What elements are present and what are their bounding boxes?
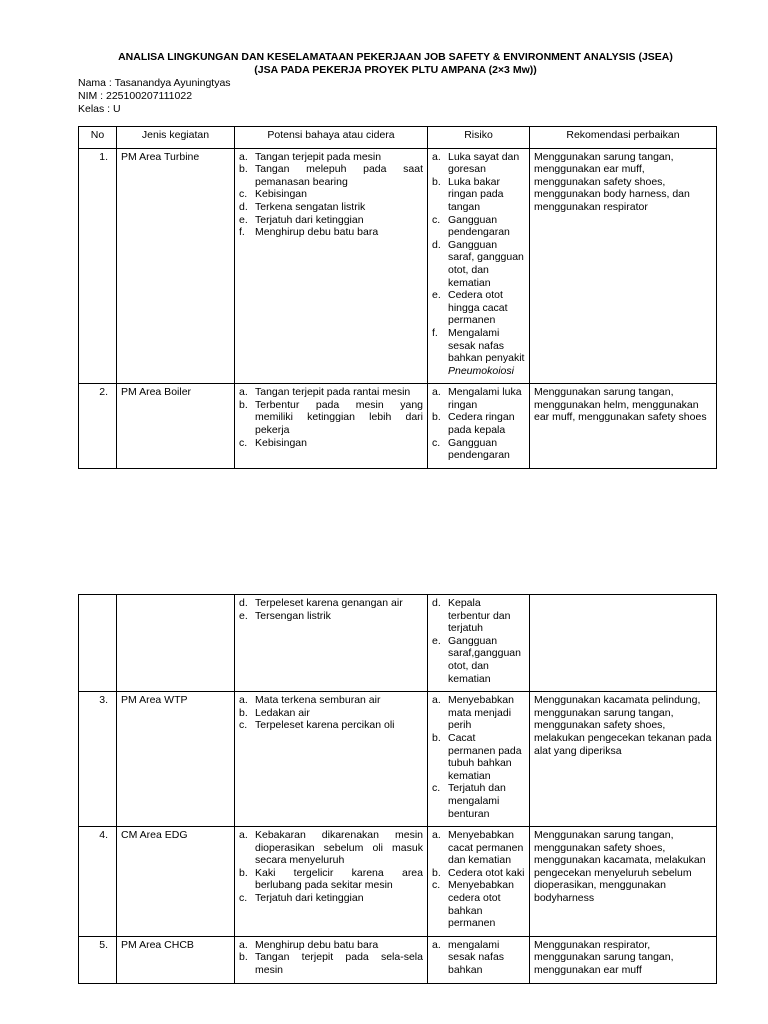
list-item	[432, 597, 525, 635]
list-marker: a.	[432, 694, 441, 707]
list-text: Kebakaran dikarenakan mesin dioperasikan sebelum oli masuk secara menyeluruh	[255, 829, 423, 867]
cell-risks	[428, 827, 530, 937]
cell-risks	[428, 384, 530, 469]
list-marker: b.	[432, 731, 441, 744]
student-class: Kelas : U	[78, 103, 121, 115]
list-marker: c.	[239, 719, 248, 732]
list-item	[239, 386, 423, 399]
cell-job: PM Area WTP	[117, 692, 235, 827]
col-header-job: Jenis kegiatan	[117, 127, 235, 149]
list-marker: f.	[432, 326, 438, 339]
list-text: Kebisingan	[255, 188, 307, 201]
hazard-list	[239, 151, 423, 239]
list-item	[239, 951, 423, 976]
list-item	[432, 867, 525, 880]
risk-list	[432, 386, 525, 462]
hazard-list	[239, 694, 423, 732]
col-header-recommendation: Rekomendasi perbaikan	[530, 127, 717, 149]
cell-no: 3.	[79, 692, 117, 827]
list-marker: a.	[239, 150, 248, 163]
cell-no: 4.	[79, 827, 117, 937]
list-text: Mengalami sesak nafas bahkan penyakit Pneumokoiosi	[448, 326, 525, 377]
list-item	[432, 694, 525, 732]
risk-list	[432, 151, 525, 378]
table-row	[79, 827, 717, 937]
list-item	[432, 289, 525, 327]
list-item	[239, 163, 423, 188]
table-header-row	[79, 127, 717, 149]
list-item	[239, 939, 423, 952]
list-marker: e.	[239, 609, 248, 622]
list-item	[432, 386, 525, 411]
list-marker: a.	[239, 386, 248, 399]
list-marker: b.	[239, 398, 248, 411]
list-item	[239, 201, 423, 214]
list-item	[432, 829, 525, 867]
col-header-hazard: Potensi bahaya atau cidera	[235, 127, 428, 149]
list-text: Menyebabkan cacat permanen dan kematian	[448, 829, 524, 867]
list-marker: b.	[239, 951, 248, 964]
list-marker: c.	[432, 213, 441, 226]
list-item	[239, 719, 423, 732]
student-nim: NIM : 225100207111022	[78, 90, 193, 102]
list-text: Menyebabkan mata menjadi perih	[448, 694, 514, 732]
list-text: Terjatuh dari ketinggian	[255, 892, 364, 905]
document-title: ANALISA LINGKUNGAN DAN KESELAMATAAN PEKERJAAN JOB SAFETY & ENVIRONMENT ANALYSIS (JSEA)	[118, 51, 673, 63]
list-text: Menyebabkan cedera otot bahkan permanen	[448, 879, 514, 930]
list-marker: d.	[239, 597, 248, 609]
list-marker: c.	[239, 892, 248, 905]
list-marker: a.	[432, 938, 441, 951]
list-marker: e.	[239, 213, 248, 226]
list-text: Terpeleset karena genangan air	[255, 597, 403, 609]
list-marker: c.	[432, 436, 441, 449]
list-text: Tersengan listrik	[255, 609, 331, 622]
list-marker: b.	[432, 175, 441, 188]
list-marker: a.	[239, 829, 248, 842]
list-text: Gangguan saraf, gangguan otot, dan kematian	[448, 238, 524, 289]
list-item	[239, 399, 423, 437]
list-text: Cedera otot hingga cacat permanen	[448, 289, 508, 327]
cell-hazards	[235, 692, 428, 827]
list-text: Gangguan pendengaran	[448, 436, 510, 462]
list-text: Terbentur pada mesin yang memiliki ketinggian lebih dari pekerja	[255, 398, 423, 437]
list-text: Terpeleset karena percikan oli	[255, 719, 395, 732]
list-text: Gangguan pendengaran	[448, 213, 510, 239]
list-item	[239, 610, 423, 623]
list-text: Kepala terbentur dan terjatuh	[448, 597, 511, 635]
list-item	[239, 694, 423, 707]
risk-list	[432, 694, 525, 820]
cell-recommendation: Menggunakan sarung tangan, menggunakan ear muff, menggunakan safety shoes, menggunakan body harness, dan menggunakan respirator	[530, 148, 717, 384]
cell-risks	[428, 692, 530, 827]
cell-job: PM Area CHCB	[117, 936, 235, 983]
cell-no: 2.	[79, 384, 117, 469]
list-marker: f.	[239, 226, 245, 239]
cell-hazards	[235, 827, 428, 937]
list-marker: c.	[239, 188, 248, 201]
list-item	[239, 867, 423, 892]
cell-hazards	[235, 936, 428, 983]
list-item	[432, 635, 525, 685]
hazard-list	[239, 829, 423, 905]
jsea-table-page2	[78, 594, 717, 984]
cell-hazards	[235, 148, 428, 384]
list-item	[432, 879, 525, 929]
hazard-list	[239, 939, 423, 977]
list-marker: e.	[432, 289, 441, 302]
list-text: Ledakan air	[255, 706, 310, 719]
list-item	[239, 214, 423, 227]
list-marker: c.	[432, 782, 441, 795]
list-text: Mata terkena semburan air	[255, 694, 381, 707]
list-marker: c.	[239, 436, 248, 449]
list-text: Menghirup debu batu bara	[255, 938, 379, 951]
list-text: Terkena sengatan listrik	[255, 200, 366, 213]
list-item	[432, 732, 525, 782]
cell-recommendation: Menggunakan kacamata pelindung, menggunakan sarung tangan, menggunakan safety shoes, melakukan pengecekan tekanan pada alat yang diperiksa	[530, 692, 717, 827]
cell-job: PM Area Turbine	[117, 148, 235, 384]
jsea-table-page1	[78, 126, 717, 469]
list-text: Tangan terjepit pada rantai mesin	[255, 386, 411, 399]
list-marker: d.	[432, 597, 441, 609]
list-item	[239, 437, 423, 450]
cell-risks	[428, 936, 530, 983]
list-text: Luka sayat dan goresan	[448, 150, 520, 176]
cell-hazards	[235, 384, 428, 469]
cell-risks	[428, 148, 530, 384]
list-marker: a.	[432, 150, 441, 163]
list-item	[432, 239, 525, 289]
list-text: Kebisingan	[255, 436, 307, 449]
hazard-list	[239, 386, 423, 449]
list-item	[239, 226, 423, 239]
list-item	[432, 939, 525, 977]
list-item	[432, 437, 525, 462]
list-marker: e.	[432, 634, 441, 647]
list-text: Tangan terjepit pada sela-sela mesin	[255, 951, 423, 977]
list-marker: a.	[239, 694, 248, 707]
list-marker: a.	[432, 386, 441, 399]
list-item	[432, 327, 525, 377]
list-item	[432, 214, 525, 239]
list-marker: d.	[239, 200, 248, 213]
list-marker: b.	[239, 866, 248, 879]
list-text: Gangguan saraf,gangguan otot, dan kematian	[448, 634, 521, 685]
list-text-italic: Pneumokoiosi	[448, 364, 514, 377]
cell-recommendation: Menggunakan respirator, menggunakan sarung tangan, menggunakan ear muff	[530, 936, 717, 983]
risk-list	[432, 939, 525, 977]
list-item	[239, 829, 423, 867]
list-item	[239, 707, 423, 720]
list-text: Cedera otot kaki	[448, 866, 525, 879]
cell-no: 1.	[79, 148, 117, 384]
table-row	[79, 384, 717, 469]
list-item	[239, 188, 423, 201]
list-text: Tangan melepuh pada saat pemanasan bearing	[255, 163, 423, 188]
list-text: Mengalami luka ringan	[448, 386, 522, 411]
cell-no: 5.	[79, 936, 117, 983]
list-item	[239, 597, 423, 610]
table-row	[79, 936, 717, 983]
list-text: Menghirup debu batu bara	[255, 226, 379, 239]
cell-job: CM Area EDG	[117, 827, 235, 937]
student-name: Nama : Tasanandya Ayuningtyas	[78, 77, 231, 89]
hazard-list	[239, 597, 423, 622]
cell-job	[117, 595, 235, 692]
list-item	[239, 892, 423, 905]
table-row	[79, 692, 717, 827]
list-text: Kaki tergelicir karena area berlubang pada sekitar mesin	[255, 866, 423, 892]
list-item	[239, 151, 423, 164]
risk-list	[432, 829, 525, 930]
cell-recommendation: Menggunakan sarung tangan, menggunakan safety shoes, menggunakan kacamata, melakukan pengecekan menyeluruh sebelum dioperasikan, menggunakan bodyharness	[530, 827, 717, 937]
cell-recommendation	[530, 595, 717, 692]
list-item	[432, 411, 525, 436]
list-text: mengalami sesak nafas bahkan	[448, 938, 505, 977]
document-subtitle: (JSA PADA PEKERJA PROYEK PLTU AMPANA (2×3 Mw))	[254, 64, 537, 76]
list-item	[432, 176, 525, 214]
list-text: Cedera ringan pada kepala	[448, 411, 515, 437]
list-text: Cacat permanen pada tubuh bahkan kematian	[448, 731, 522, 782]
list-text: Luka bakar ringan pada tangan	[448, 175, 504, 213]
list-text: Terjatuh dari ketinggian	[255, 213, 364, 226]
col-header-risk: Risiko	[428, 127, 530, 149]
list-item	[432, 151, 525, 176]
list-marker: a.	[239, 938, 248, 951]
table-row	[79, 148, 717, 384]
cell-hazards	[235, 595, 428, 692]
risk-list	[432, 597, 525, 685]
list-marker: d.	[432, 238, 441, 251]
list-text: Terjatuh dan mengalami benturan	[448, 782, 506, 820]
list-marker: b.	[432, 866, 441, 879]
list-text: Tangan terjepit pada mesin	[255, 150, 382, 163]
list-marker: b.	[239, 163, 248, 176]
list-marker: c.	[432, 879, 441, 892]
cell-risks	[428, 595, 530, 692]
list-marker: b.	[239, 706, 248, 719]
cell-job: PM Area Boiler	[117, 384, 235, 469]
table-row	[79, 595, 717, 692]
list-item	[432, 782, 525, 820]
col-header-no: No	[79, 127, 117, 149]
cell-no	[79, 595, 117, 692]
list-marker: a.	[432, 829, 441, 842]
list-marker: b.	[432, 411, 441, 424]
cell-recommendation: Menggunakan sarung tangan, menggunakan helm, menggunakan ear muff, menggunakan safety shoes	[530, 384, 717, 469]
